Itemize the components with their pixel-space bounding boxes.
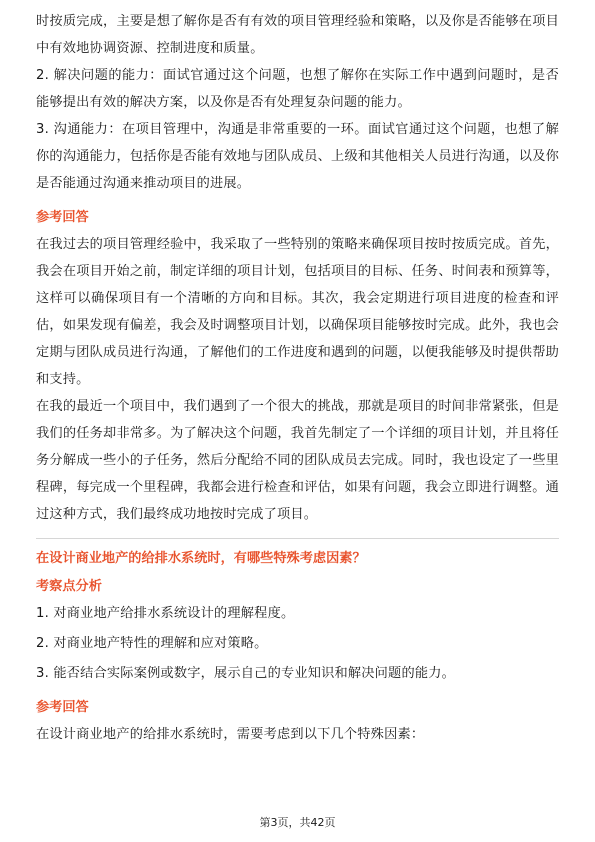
analysis-point: 3. 能否结合实际案例或数字，展示自己的专业知识和解决问题的能力。 (36, 666, 455, 681)
analysis-point: 1. 对商业地产给排水系统设计的理解程度。 (36, 606, 295, 621)
analysis-point: 2. 对商业地产特性的理解和应对策略。 (36, 636, 268, 651)
document-body (36, 8, 559, 748)
reference-answer-heading: 参考回答 (36, 700, 89, 715)
answer-paragraph: 在设计商业地产的给排水系统时，需要考虑到以下几个特殊因素： (36, 727, 425, 742)
intro-paragraph: 2. 解决问题的能力：面试官通过这个问题，也想了解你在实际工作中遇到问题时，是否能够提出有效的解决方案，以及你是否有处理复杂问题的能力。 (36, 68, 559, 110)
answer-paragraph: 在我的最近一个项目中，我们遇到了一个很大的挑战，那就是项目的时间非常紧张，但是我们的任务却非常多。为了解决这个问题，我首先制定了一个详细的项目计划，并且将任务分解成一些小的子任务，然后分配给不同的团队成员去完成。同时，我也设定了一些里程碑，每完成一个里程碑，我都会进行检查和评估，如果有问题，我会立即进行调整。通过这种方式，我们最终成功地按时完成了项目。 (36, 399, 559, 522)
page-number: 第3页，共42页 (259, 816, 336, 829)
analysis-heading: 考察点分析 (36, 579, 102, 594)
section-divider (36, 538, 559, 539)
answer-paragraph: 在我过去的项目管理经验中，我采取了一些特别的策略来确保项目按时按质完成。首先，我会在项目开始之前，制定详细的项目计划，包括项目的目标、任务、时间表和预算等，这样可以确保项目有一个清晰的方向和目标。其次，我会定期进行项目进度的检查和评估，如果发现有偏差，我会及时调整项目计划，以确保项目能够按时完成。此外，我也会定期与团队成员进行沟通，了解他们的工作进度和遇到的问题，以便我能够及时提供帮助和支持。 (36, 237, 559, 387)
intro-paragraph: 时按质完成，主要是想了解你是否有有效的项目管理经验和策略，以及你是否能够在项目中有效地协调资源、控制进度和质量。 (36, 14, 559, 56)
reference-answer-heading: 参考回答 (36, 210, 89, 225)
intro-paragraph: 3. 沟通能力：在项目管理中，沟通是非常重要的一环。面试官通过这个问题，也想了解你的沟通能力，包括你是否能有效地与团队成员、上级和其他相关人员进行沟通，以及你是否能通过沟通来推动项目的进展。 (36, 122, 559, 191)
question-title: 在设计商业地产的给排水系统时，有哪些特殊考虑因素？ (36, 551, 366, 566)
